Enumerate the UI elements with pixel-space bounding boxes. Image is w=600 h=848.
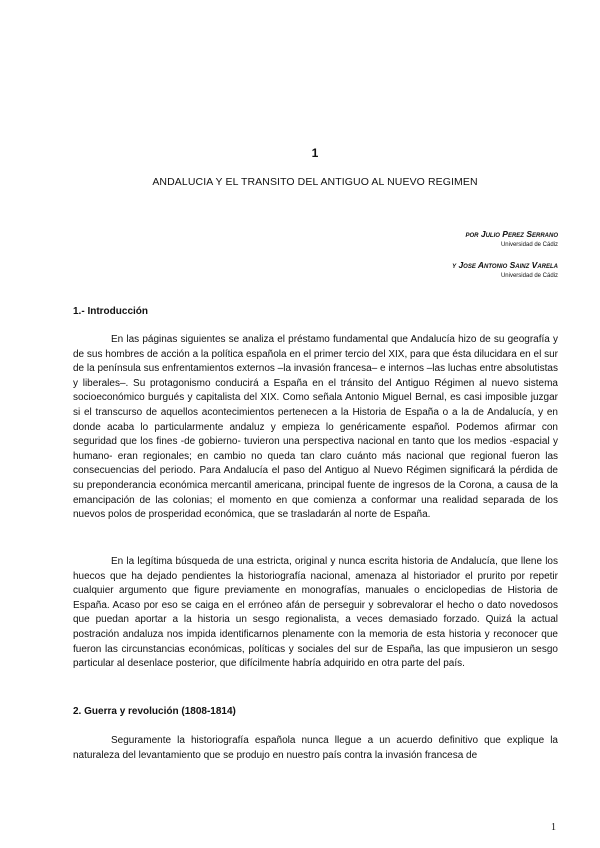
page-number: 1 [551,822,556,833]
author-name: por Julio Perez Serrano [465,229,558,239]
paragraph: En la legítima búsqueda de una estricta, original y nunca escrita historia de Andalucía, que llene los huecos que ha dejado pendientes la historiografía nacional, amenaza al historiador el prurito por repetir cualquier argumento que figure previamente en monografías, manuales o enciclopedias de Historia de España. Acaso por eso se caiga en el erróneo afán de perseguir y sobrevalorar el hecho o dato novedosos que puedan aportar a la historia un sesgo regionalista, a veces demasiado forzado. Quizá la actual postración andaluza nos impida identificarnos plenamente con la memoria de esta historia y reconocer que fueron las circunstancias económicas, políticas y sociales del sur de España, las que impusieron un sesgo particular al desenlace posterior, que difícilmente habría adquirido en otra parte del país. [73,556,558,670]
author-affiliation: Universidad de Cádiz [500,242,558,248]
paragraph: En las páginas siguientes se analiza el préstamo fundamental que Andalucía hizo de su geografía y de sus hombres de acción a la política española en el primer tercio del XIX, para que ésta dilucidara en el sur de la península sus enfrentamientos externos –la invasión francesa– e internos –las luchas entre absolutistas y liberales–. Su protagonismo conducirá a España en el tránsito del Antiguo Régimen al nuevo sistema socioeconómico burgués y capitalista del XIX. Como señala Antonio Miguel Bernal, es casi imposible juzgar si el transcurso de aquellos acontecimientos pertenecen a la Historia de España o a la de Andalucía, y en donde acaba lo particularmente andaluz y empieza lo genéricamente español. Podemos afirmar con seguridad que los fines -de gobierno- tuvieron una perspectiva nacional en tanto que los medios -espacial y humano- eran regionales; en cambio no queda tan claro cuánto más nacional que regional fueron las consecuencias del periodo. Para Andalucía el paso del Antiguo al Nuevo Régimen significará la pérdida de su preponderancia económica mercantil americana, principal fuente de ingresos de la Corona, a causa de la emancipación de las colonias; el momento en que comienza a conformar una realidad separada de los nuevos polos de prosperidad económica, que se trasladarán al norte de España. [73,334,558,521]
paragraph: Seguramente la historiografía española nunca llegue a un acuerdo definitivo que explique la naturaleza del levantamiento que se produjo en nuestro país contra la invasión francesa de [73,735,558,761]
section-heading-introduccion: 1.- Introducción [73,306,148,317]
chapter-number: 1 [311,146,319,160]
author-affiliation: Universidad de Cádiz [500,273,558,279]
author-name: y Jose Antonio Sainz Varela [452,260,558,270]
section-heading-guerra-revolucion: 2. Guerra y revolución (1808-1814) [73,706,236,717]
chapter-title: ANDALUCIA Y EL TRANSITO DEL ANTIGUO AL NUEVO REGIMEN [152,176,478,188]
